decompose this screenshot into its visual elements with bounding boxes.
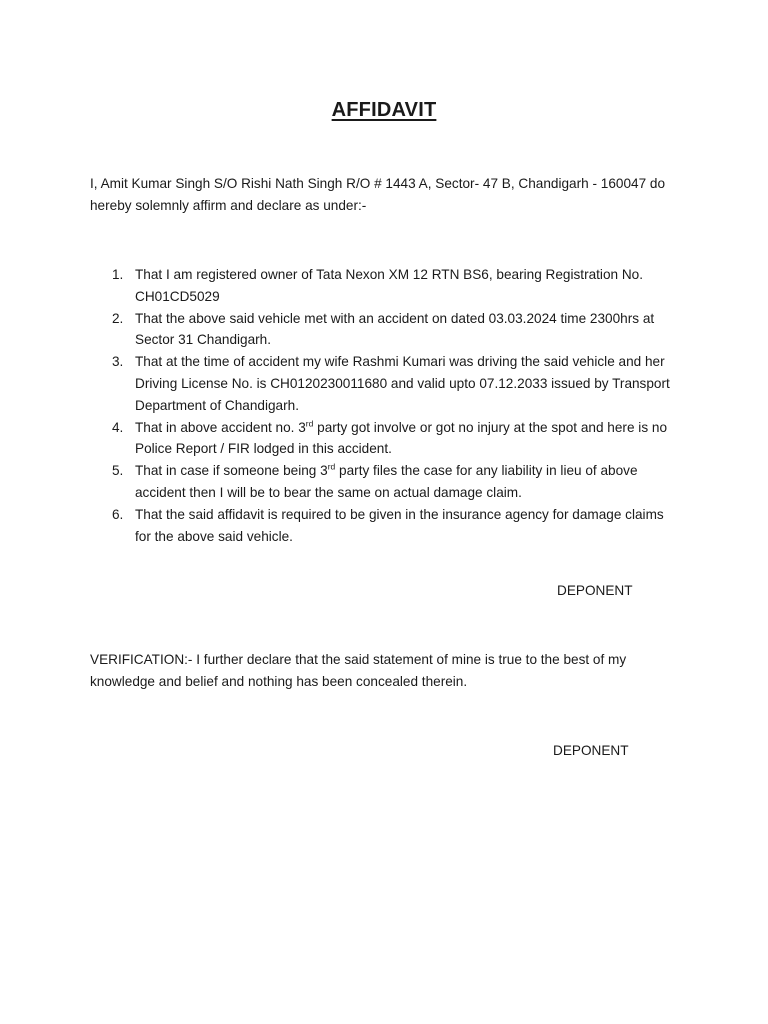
clause-number: 1. (112, 267, 124, 282)
deponent-signature-label: DEPONENT (557, 583, 633, 598)
clause-number: 6. (112, 506, 124, 522)
clause-item (90, 351, 680, 416)
clause-item (90, 417, 680, 461)
clause-text-part: That in above accident no. 3 (135, 419, 306, 435)
clause-item (90, 264, 680, 308)
deponent-signature-label: DEPONENT (553, 743, 629, 758)
document-title: AFFIDAVIT (331, 99, 437, 121)
clause-text (135, 420, 667, 457)
clause-item (90, 504, 680, 548)
clause-item (90, 308, 680, 352)
clause-text (135, 463, 638, 500)
clause-text: That I am registered owner of Tata Nexon XM 12 RTN BS6, bearing Registration No. CH01CD5029 (135, 267, 643, 304)
ordinal-superscript: rd (305, 418, 314, 429)
clause-text-part: party got involve or got no injury at the spot and here is no Police Report / FIR lodged in this accident. (135, 419, 668, 457)
clause-text: That the said affidavit is required to be given in the insurance agency for damage claims for the above said vehicle. (135, 506, 664, 544)
clause-text: That at the time of accident my wife Rashmi Kumari was driving the said vehicle and her Driving License No. is CH0120230011680 and valid upto 07.12.2033 issued by Transport Department of Chandigarh. (135, 354, 670, 413)
clause-text-part: party files the case for any liability in lieu of above accident then I will be to bear the same on actual damage claim. (135, 463, 638, 500)
clause-text: That the above said vehicle met with an accident on dated 03.03.2024 time 2300hrs at Sector 31 Chandigarh. (135, 310, 655, 348)
intro-paragraph: I, Amit Kumar Singh S/O Rishi Nath Singh R/O # 1443 A, Sector- 47 B, Chandigarh - 160047 do hereby solemnly affirm and declare as under:- (90, 176, 666, 213)
clause-item (90, 460, 680, 504)
ordinal-superscript: rd (327, 461, 336, 472)
clause-number: 2. (112, 310, 124, 326)
clause-number: 3. (112, 354, 124, 370)
clause-list (90, 264, 680, 547)
verification-paragraph: VERIFICATION:- I further declare that the said statement of mine is true to the best of my knowledge and belief and nothing has been concealed therein. (90, 652, 627, 689)
clause-number: 5. (112, 463, 124, 479)
clause-text-part: That in case if someone being 3 (135, 463, 328, 479)
clause-number: 4. (112, 419, 124, 435)
